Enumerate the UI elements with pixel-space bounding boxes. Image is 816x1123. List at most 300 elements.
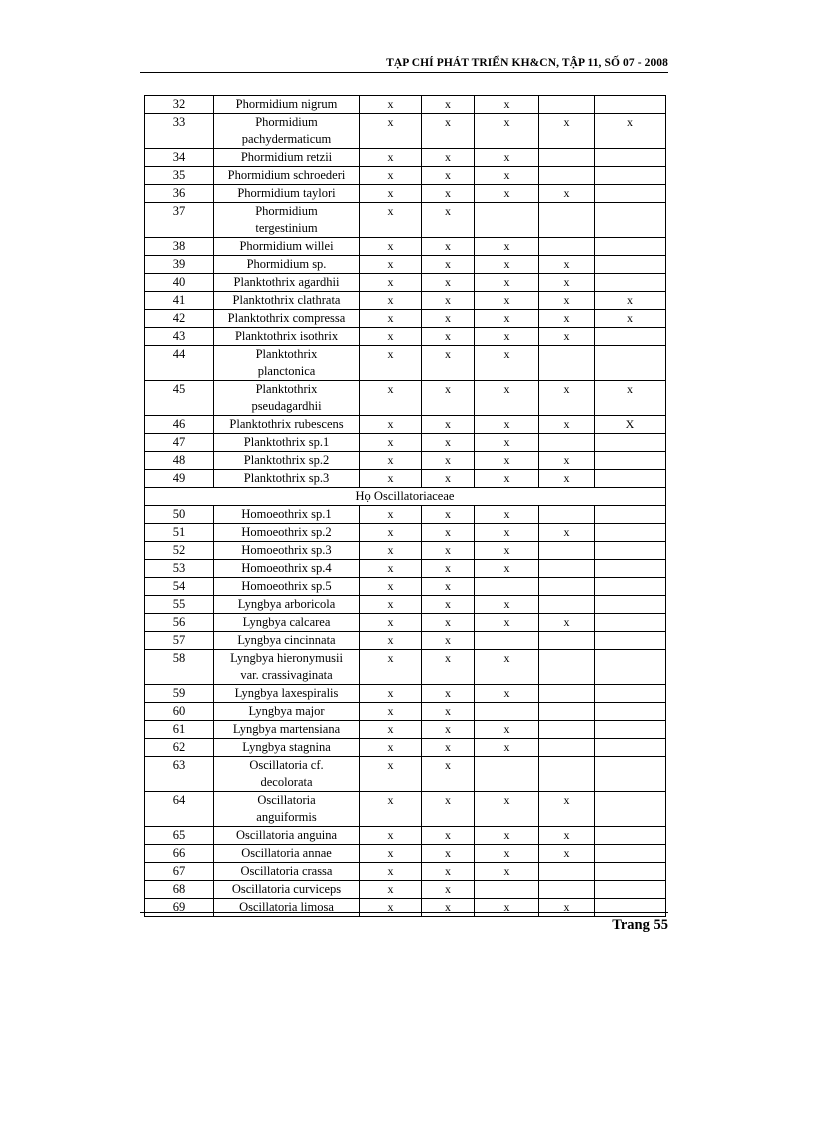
presence-mark: x	[475, 739, 539, 757]
presence-mark	[539, 685, 595, 703]
presence-mark: x	[422, 650, 475, 685]
table-row	[145, 256, 666, 274]
presence-mark: x	[539, 381, 595, 416]
presence-mark	[539, 434, 595, 452]
table-row	[145, 416, 666, 434]
species-number: 56	[145, 614, 214, 632]
presence-mark	[539, 149, 595, 167]
species-number: 38	[145, 238, 214, 256]
presence-mark: x	[539, 452, 595, 470]
species-number: 61	[145, 721, 214, 739]
presence-mark: x	[360, 114, 422, 149]
presence-mark: x	[360, 685, 422, 703]
presence-mark: x	[422, 596, 475, 614]
species-name-line: Phormidium	[255, 115, 318, 129]
family-row	[145, 488, 666, 506]
table-row	[145, 650, 666, 685]
presence-mark	[539, 650, 595, 685]
table-row	[145, 114, 666, 149]
species-name: Homoeothrix sp.2	[214, 524, 360, 542]
species-table	[144, 95, 666, 917]
table-row	[145, 560, 666, 578]
presence-mark	[595, 542, 666, 560]
journal-header: TẠP CHÍ PHÁT TRIỂN KH&CN, TẬP 11, SỐ 07 - 2008	[386, 57, 668, 69]
presence-mark: x	[539, 845, 595, 863]
species-name-line: pachydermaticum	[241, 132, 332, 146]
presence-mark: x	[422, 899, 475, 917]
presence-mark	[595, 685, 666, 703]
presence-mark: x	[422, 310, 475, 328]
species-name: Planktothrix isothrix	[214, 328, 360, 346]
species-name: Oscillatoria crassa	[214, 863, 360, 881]
presence-mark: x	[360, 524, 422, 542]
species-name	[214, 346, 360, 381]
presence-mark: x	[475, 524, 539, 542]
species-number: 39	[145, 256, 214, 274]
table-row	[145, 292, 666, 310]
presence-mark	[539, 167, 595, 185]
presence-mark: x	[475, 256, 539, 274]
species-number: 34	[145, 149, 214, 167]
presence-mark: x	[360, 256, 422, 274]
presence-mark: x	[422, 238, 475, 256]
species-table-body	[145, 96, 666, 917]
presence-mark: x	[539, 524, 595, 542]
species-number: 46	[145, 416, 214, 434]
species-name: Planktothrix sp.2	[214, 452, 360, 470]
table-row	[145, 792, 666, 827]
species-name: Homoeothrix sp.4	[214, 560, 360, 578]
presence-mark: x	[422, 506, 475, 524]
presence-mark: x	[360, 310, 422, 328]
presence-mark	[595, 203, 666, 238]
presence-mark: x	[360, 470, 422, 488]
presence-mark	[595, 596, 666, 614]
presence-mark: x	[475, 434, 539, 452]
presence-mark	[595, 238, 666, 256]
presence-mark: x	[475, 470, 539, 488]
species-name: Planktothrix compressa	[214, 310, 360, 328]
presence-mark: x	[422, 578, 475, 596]
species-number: 55	[145, 596, 214, 614]
species-number: 54	[145, 578, 214, 596]
species-name-line: Planktothrix	[255, 382, 318, 396]
species-number: 68	[145, 881, 214, 899]
table-row	[145, 470, 666, 488]
species-number: 41	[145, 292, 214, 310]
presence-mark	[539, 578, 595, 596]
presence-mark	[539, 881, 595, 899]
presence-mark: x	[595, 114, 666, 149]
table-row	[145, 596, 666, 614]
presence-mark: x	[360, 452, 422, 470]
presence-mark: x	[475, 346, 539, 381]
presence-mark: x	[422, 256, 475, 274]
species-name-line: Oscillatoria	[257, 793, 316, 807]
table-row	[145, 845, 666, 863]
presence-mark: x	[475, 614, 539, 632]
species-name-line: Planktothrix	[255, 347, 318, 361]
presence-mark: x	[539, 185, 595, 203]
presence-mark: x	[360, 542, 422, 560]
table-row	[145, 167, 666, 185]
presence-mark: x	[360, 274, 422, 292]
table-row	[145, 881, 666, 899]
presence-mark: x	[475, 845, 539, 863]
presence-mark: x	[360, 506, 422, 524]
presence-mark	[475, 881, 539, 899]
presence-mark: x	[422, 845, 475, 863]
species-name: Homoeothrix sp.3	[214, 542, 360, 560]
presence-mark: x	[539, 416, 595, 434]
presence-mark: x	[422, 149, 475, 167]
presence-mark: x	[422, 114, 475, 149]
presence-mark: x	[475, 863, 539, 881]
presence-mark: x	[360, 703, 422, 721]
presence-mark	[595, 578, 666, 596]
table-row	[145, 506, 666, 524]
presence-mark: x	[475, 167, 539, 185]
presence-mark: x	[539, 827, 595, 845]
species-number: 36	[145, 185, 214, 203]
table-row	[145, 524, 666, 542]
species-name-line: Phormidium	[255, 204, 318, 218]
presence-mark: x	[539, 256, 595, 274]
presence-mark: x	[360, 560, 422, 578]
presence-mark	[595, 346, 666, 381]
species-name: Planktothrix clathrata	[214, 292, 360, 310]
presence-mark: x	[539, 792, 595, 827]
species-name: Planktothrix agardhii	[214, 274, 360, 292]
presence-mark: x	[475, 238, 539, 256]
species-number: 52	[145, 542, 214, 560]
presence-mark: x	[422, 792, 475, 827]
presence-mark: x	[422, 452, 475, 470]
presence-mark: x	[475, 114, 539, 149]
table-row	[145, 185, 666, 203]
species-name: Oscillatoria annae	[214, 845, 360, 863]
presence-mark	[595, 863, 666, 881]
species-number: 65	[145, 827, 214, 845]
presence-mark: x	[595, 310, 666, 328]
presence-mark: x	[422, 614, 475, 632]
presence-mark: x	[422, 416, 475, 434]
species-name: Phormidium nigrum	[214, 96, 360, 114]
presence-mark	[595, 757, 666, 792]
presence-mark: x	[595, 381, 666, 416]
presence-mark	[595, 149, 666, 167]
presence-mark: x	[360, 721, 422, 739]
presence-mark	[539, 96, 595, 114]
species-name	[214, 381, 360, 416]
species-name	[214, 650, 360, 685]
presence-mark: x	[360, 881, 422, 899]
presence-mark	[595, 256, 666, 274]
presence-mark: x	[360, 845, 422, 863]
presence-mark: x	[539, 274, 595, 292]
presence-mark	[595, 739, 666, 757]
presence-mark: x	[475, 328, 539, 346]
presence-mark	[595, 560, 666, 578]
presence-mark: x	[475, 292, 539, 310]
presence-mark	[595, 96, 666, 114]
table-row	[145, 721, 666, 739]
presence-mark: x	[475, 452, 539, 470]
presence-mark: x	[539, 310, 595, 328]
presence-mark	[539, 721, 595, 739]
species-name: Lyngbya major	[214, 703, 360, 721]
presence-mark	[595, 632, 666, 650]
header-rule	[140, 72, 668, 73]
species-name: Planktothrix sp.3	[214, 470, 360, 488]
presence-mark: x	[422, 632, 475, 650]
presence-mark: x	[360, 739, 422, 757]
presence-mark: x	[360, 185, 422, 203]
presence-mark	[595, 899, 666, 917]
presence-mark: x	[422, 328, 475, 346]
presence-mark: x	[475, 96, 539, 114]
presence-mark: x	[475, 899, 539, 917]
presence-mark	[595, 185, 666, 203]
species-name-line: decolorata	[260, 775, 313, 789]
presence-mark: x	[360, 632, 422, 650]
presence-mark: x	[422, 721, 475, 739]
species-name	[214, 114, 360, 149]
presence-mark: x	[360, 863, 422, 881]
species-name-line: tergestinium	[255, 221, 318, 235]
table-row	[145, 578, 666, 596]
presence-mark: x	[422, 346, 475, 381]
species-number: 35	[145, 167, 214, 185]
species-number: 44	[145, 346, 214, 381]
presence-mark	[539, 238, 595, 256]
table-row	[145, 96, 666, 114]
table-row	[145, 542, 666, 560]
presence-mark	[539, 506, 595, 524]
species-number: 33	[145, 114, 214, 149]
table-row	[145, 899, 666, 917]
species-number: 58	[145, 650, 214, 685]
presence-mark: x	[422, 274, 475, 292]
presence-mark	[595, 506, 666, 524]
presence-mark: x	[475, 506, 539, 524]
presence-mark	[475, 578, 539, 596]
species-name: Lyngbya cincinnata	[214, 632, 360, 650]
presence-mark: x	[360, 167, 422, 185]
presence-mark: x	[475, 792, 539, 827]
family-label: Họ Oscillatoriaceae	[145, 488, 666, 506]
presence-mark: X	[595, 416, 666, 434]
presence-mark	[475, 757, 539, 792]
table-row	[145, 685, 666, 703]
presence-mark: x	[475, 827, 539, 845]
species-number: 49	[145, 470, 214, 488]
table-row	[145, 827, 666, 845]
table-row	[145, 346, 666, 381]
species-name	[214, 792, 360, 827]
presence-mark: x	[595, 292, 666, 310]
presence-mark: x	[475, 596, 539, 614]
page-number: Trang 55	[612, 917, 668, 933]
presence-mark: x	[539, 899, 595, 917]
presence-mark	[595, 434, 666, 452]
presence-mark: x	[422, 685, 475, 703]
table-row	[145, 757, 666, 792]
table-row	[145, 703, 666, 721]
footer-rule	[140, 912, 668, 913]
table-row	[145, 238, 666, 256]
presence-mark: x	[422, 203, 475, 238]
presence-mark	[595, 792, 666, 827]
species-number: 50	[145, 506, 214, 524]
species-name: Lyngbya martensiana	[214, 721, 360, 739]
presence-mark	[539, 203, 595, 238]
presence-mark: x	[475, 149, 539, 167]
species-number: 40	[145, 274, 214, 292]
species-name-line: planctonica	[257, 364, 316, 378]
table-row	[145, 632, 666, 650]
presence-mark: x	[475, 185, 539, 203]
presence-mark: x	[422, 185, 475, 203]
presence-mark: x	[422, 863, 475, 881]
presence-mark	[595, 703, 666, 721]
species-number: 57	[145, 632, 214, 650]
presence-mark	[595, 328, 666, 346]
presence-mark	[539, 757, 595, 792]
species-name: Lyngbya arboricola	[214, 596, 360, 614]
presence-mark: x	[422, 524, 475, 542]
species-number: 51	[145, 524, 214, 542]
species-number: 60	[145, 703, 214, 721]
species-name: Lyngbya calcarea	[214, 614, 360, 632]
presence-mark: x	[360, 96, 422, 114]
presence-mark: x	[475, 274, 539, 292]
species-number: 43	[145, 328, 214, 346]
presence-mark	[595, 827, 666, 845]
presence-mark: x	[360, 203, 422, 238]
table-row	[145, 863, 666, 881]
presence-mark: x	[360, 346, 422, 381]
species-number: 66	[145, 845, 214, 863]
presence-mark: x	[360, 416, 422, 434]
species-number: 59	[145, 685, 214, 703]
table-row	[145, 452, 666, 470]
table-row	[145, 434, 666, 452]
presence-mark: x	[475, 560, 539, 578]
presence-mark	[539, 596, 595, 614]
presence-mark: x	[360, 149, 422, 167]
species-number: 47	[145, 434, 214, 452]
presence-mark: x	[422, 757, 475, 792]
table-row	[145, 310, 666, 328]
presence-mark	[539, 346, 595, 381]
presence-mark	[595, 721, 666, 739]
presence-mark: x	[422, 739, 475, 757]
species-name-line: pseudagardhii	[251, 399, 322, 413]
species-number: 53	[145, 560, 214, 578]
species-name	[214, 203, 360, 238]
presence-mark	[539, 542, 595, 560]
species-name-line: Oscillatoria cf.	[249, 758, 324, 772]
presence-mark: x	[539, 470, 595, 488]
presence-mark	[595, 845, 666, 863]
presence-mark: x	[360, 614, 422, 632]
presence-mark: x	[360, 578, 422, 596]
presence-mark	[595, 452, 666, 470]
presence-mark	[595, 881, 666, 899]
presence-mark	[475, 703, 539, 721]
presence-mark	[595, 470, 666, 488]
species-name: Oscillatoria curviceps	[214, 881, 360, 899]
presence-mark: x	[422, 542, 475, 560]
table-row	[145, 739, 666, 757]
species-number: 69	[145, 899, 214, 917]
presence-mark: x	[422, 167, 475, 185]
presence-mark: x	[360, 792, 422, 827]
presence-mark: x	[360, 757, 422, 792]
species-name: Phormidium retzii	[214, 149, 360, 167]
presence-mark: x	[475, 721, 539, 739]
presence-mark	[475, 203, 539, 238]
presence-mark	[595, 274, 666, 292]
presence-mark	[539, 560, 595, 578]
species-name: Planktothrix sp.1	[214, 434, 360, 452]
presence-mark: x	[422, 703, 475, 721]
presence-mark	[595, 167, 666, 185]
table-row	[145, 149, 666, 167]
presence-mark	[595, 650, 666, 685]
presence-mark: x	[360, 596, 422, 614]
species-number: 67	[145, 863, 214, 881]
species-name-line: Lyngbya hieronymusii	[230, 651, 343, 665]
species-name: Phormidium schroederi	[214, 167, 360, 185]
species-name: Lyngbya laxespiralis	[214, 685, 360, 703]
table-row	[145, 274, 666, 292]
species-name: Planktothrix rubescens	[214, 416, 360, 434]
presence-mark: x	[422, 470, 475, 488]
species-number: 45	[145, 381, 214, 416]
species-name-line: var. crassivaginata	[240, 668, 333, 682]
presence-mark: x	[422, 381, 475, 416]
species-name: Phormidium willei	[214, 238, 360, 256]
presence-mark	[475, 632, 539, 650]
presence-mark	[595, 524, 666, 542]
species-name: Oscillatoria limosa	[214, 899, 360, 917]
species-name: Phormidium taylori	[214, 185, 360, 203]
presence-mark: x	[539, 292, 595, 310]
species-number: 48	[145, 452, 214, 470]
presence-mark: x	[422, 292, 475, 310]
species-number: 64	[145, 792, 214, 827]
species-name: Homoeothrix sp.5	[214, 578, 360, 596]
presence-mark: x	[475, 416, 539, 434]
presence-mark: x	[360, 292, 422, 310]
presence-mark: x	[360, 434, 422, 452]
presence-mark: x	[360, 827, 422, 845]
table-row	[145, 614, 666, 632]
species-name: Oscillatoria anguina	[214, 827, 360, 845]
table-row	[145, 381, 666, 416]
species-name-line: anguiformis	[256, 810, 317, 824]
species-number: 62	[145, 739, 214, 757]
presence-mark: x	[539, 114, 595, 149]
presence-mark: x	[475, 685, 539, 703]
presence-mark: x	[360, 381, 422, 416]
presence-mark: x	[475, 650, 539, 685]
presence-mark: x	[360, 899, 422, 917]
species-name	[214, 757, 360, 792]
presence-mark: x	[422, 881, 475, 899]
